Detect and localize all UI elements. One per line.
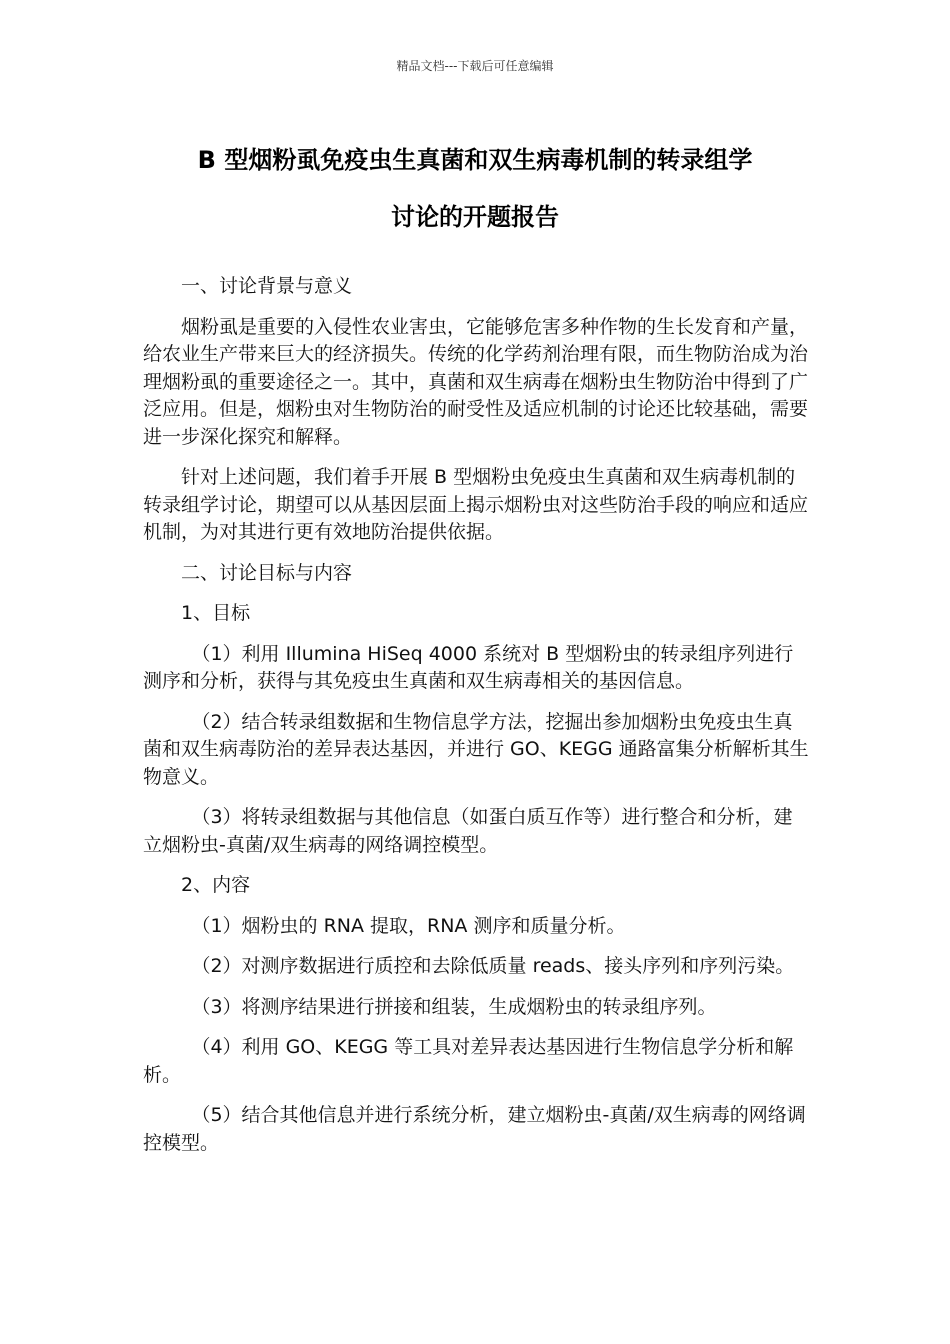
goal-item-2: （2）结合转录组数据和生物信息学方法，挖掘出参加烟粉虫免疫虫生真菌和双生病毒防治的差异表达基因，并进行 GO、KEGG 通路富集分析解析其生物意义。	[143, 710, 809, 788]
goal-item-1: （1）利用 Illumina HiSeq 4000 系统对 B 型烟粉虫的转录组序列进行测序和分析，获得与其免疫虫生真菌和双生病毒相关的基因信息。	[143, 642, 794, 692]
section1-paragraph-1: 烟粉虱是重要的入侵性农业害虫，它能够危害多种作物的生长发育和产量，给农业生产带来巨大的经济损失。传统的化学药剂治理有限，而生物防治成为治理烟粉虱的重要途径之一。其中，真菌和双生病毒在烟粉虫生物防治中得到了广泛应用。但是，烟粉虫对生物防治的耐受性及适应机制的讨论还比较基础，需要进一步深化探究和解释。	[143, 315, 809, 448]
content-item-4: （4）利用 GO、KEGG 等工具对差异表达基因进行生物信息学分析和解析。	[143, 1036, 794, 1086]
content-item-5: （5）结合其他信息并进行系统分析，建立烟粉虫-真菌/双生病毒的网络调控模型。	[143, 1104, 806, 1154]
header-note: 精品文档---下载后可任意编辑	[396, 59, 554, 73]
section1-heading: 一、讨论背景与意义	[181, 275, 353, 297]
document-title-line1: B 型烟粉虱免疫虫生真菌和双生病毒机制的转录组学	[197, 146, 753, 174]
document-title-line2: 讨论的开题报告	[391, 203, 559, 231]
section1-paragraph-2: 针对上述问题，我们着手开展 B 型烟粉虫免疫虫生真菌和双生病毒机制的转录组学讨论，期望可以从基因层面上揭示烟粉虫对这些防治手段的响应和适应机制，为对其进行更有效地防治提供依据。	[143, 466, 809, 543]
section2-heading: 二、讨论目标与内容	[181, 561, 353, 584]
goal-heading: 1、目标	[181, 602, 251, 624]
content-item-3: （3）将测序结果进行拼接和组装，生成烟粉虫的转录组序列。	[191, 995, 717, 1018]
content-item-2: （2）对测序数据进行质控和去除低质量 reads、接头序列和序列污染。	[191, 955, 795, 977]
document-body	[143, 273, 811, 1170]
content-heading: 2、内容	[181, 874, 251, 896]
goal-item-3: （3）将转录组数据与其他信息（如蛋白质互作等）进行整合和分析，建立烟粉虫-真菌/双生病毒的网络调控模型。	[143, 806, 793, 856]
content-item-1: （1）烟粉虫的 RNA 提取，RNA 测序和质量分析。	[191, 914, 626, 937]
